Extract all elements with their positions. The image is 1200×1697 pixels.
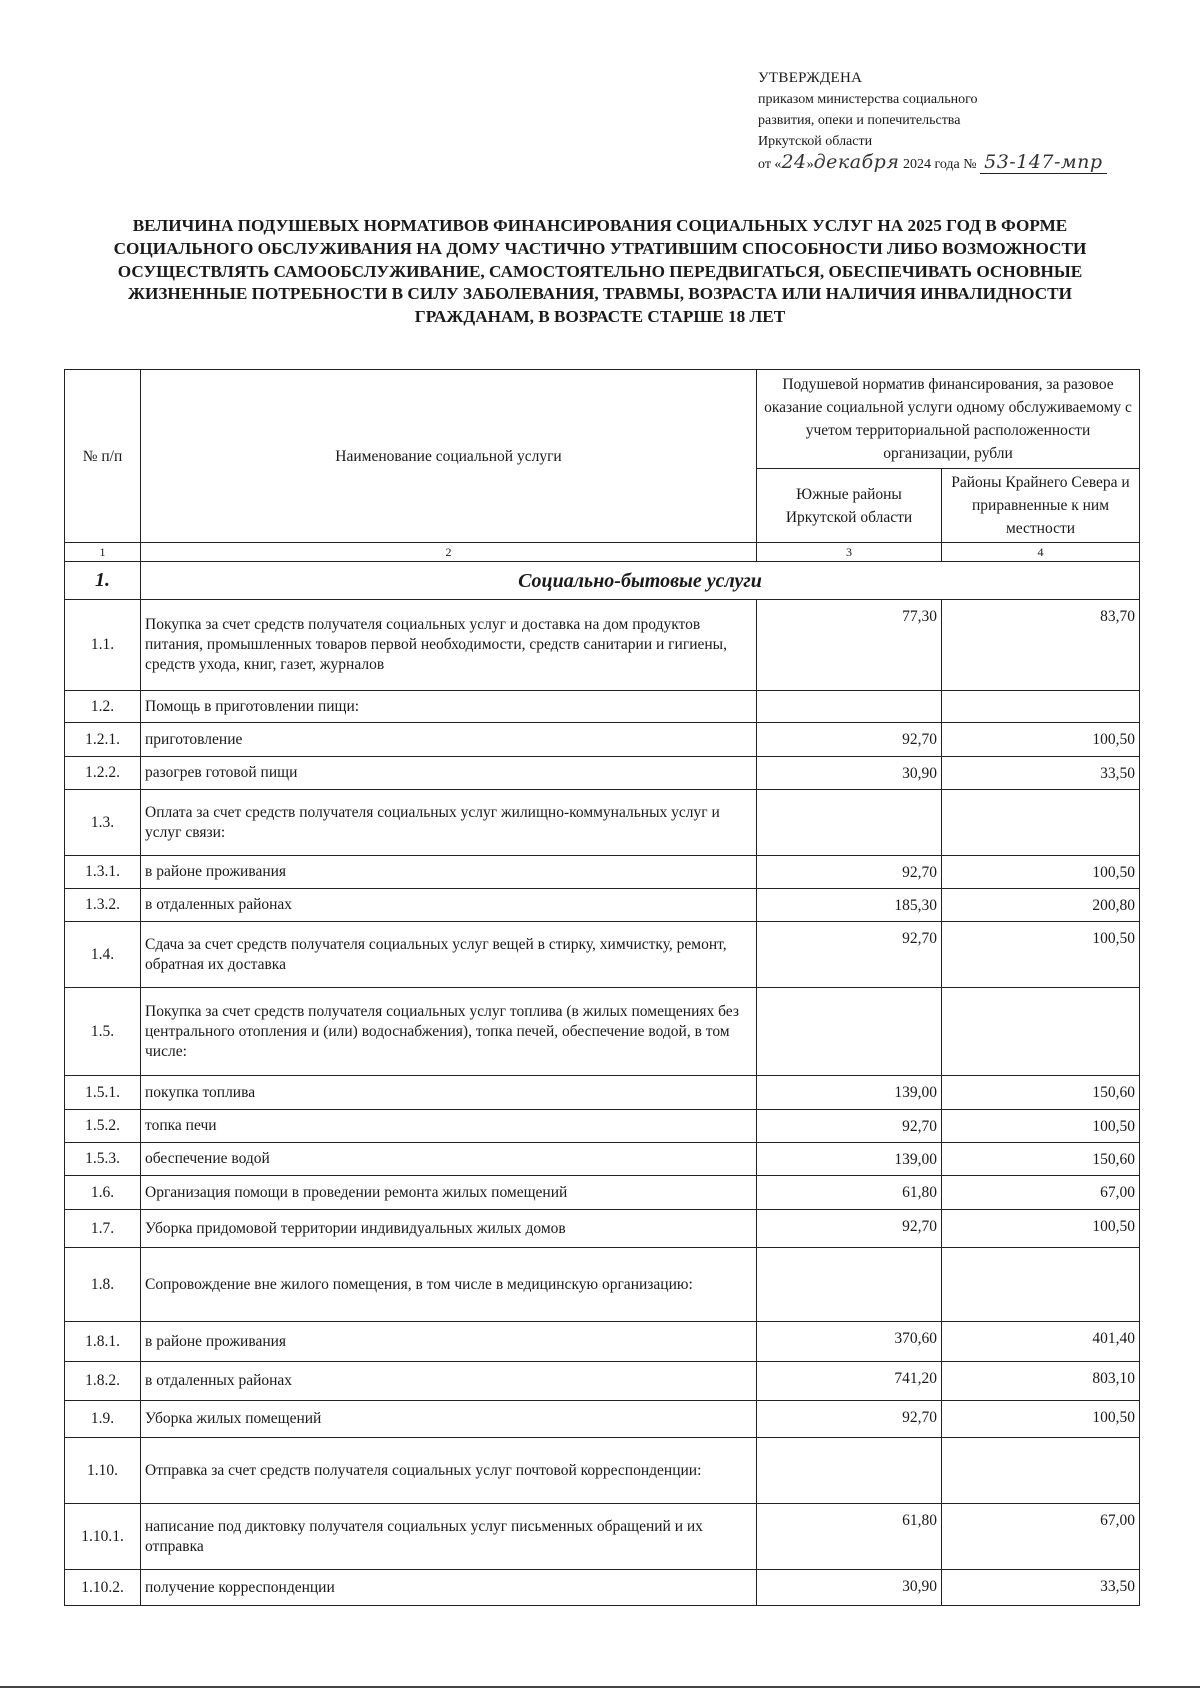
- row-north-value: 200,80: [942, 889, 1140, 922]
- approval-line: развития, опеки и попечительства: [758, 113, 961, 128]
- approval-date-line: [758, 152, 1178, 175]
- section-row: [65, 562, 1140, 600]
- row-north-value: 67,00: [942, 1176, 1140, 1210]
- row-name: Покупка за счет средств получателя социальных услуг и доставка на дом продуктов питания, промышленных товаров первой необходимости, средств санитарии и гигиены, средств ухода, книг, газет, журналов: [141, 600, 757, 691]
- table-row: [65, 600, 1140, 691]
- row-north-value: 150,60: [942, 1076, 1140, 1110]
- row-name: в районе проживания: [141, 1322, 757, 1362]
- page-bottom-rule: [0, 1686, 1200, 1688]
- col-number: 2: [141, 543, 757, 562]
- row-south-value: 30,90: [757, 1570, 942, 1606]
- approval-line: Иркутской области: [758, 134, 873, 149]
- row-name: Покупка за счет средств получателя социальных услуг топлива (в жилых помещениях без центрального отопления и (или) водоснабжения), топка печей, обеспечение водой, в том числе:: [141, 988, 757, 1076]
- table-row: [65, 1362, 1140, 1401]
- col-number: 1: [65, 543, 141, 562]
- row-south-value: 92,70: [757, 1401, 942, 1438]
- table-row: [65, 1570, 1140, 1606]
- row-name: получение корреспонденции: [141, 1570, 757, 1606]
- row-name: Уборка придомовой территории индивидуальных жилых домов: [141, 1210, 757, 1248]
- table-row: [65, 1322, 1140, 1362]
- row-num: 1.2.: [65, 691, 141, 723]
- row-north-value: 33,50: [942, 757, 1140, 790]
- row-south-value: 185,30: [757, 889, 942, 922]
- row-north-value: 100,50: [942, 723, 1140, 757]
- row-num: 1.3.1.: [65, 856, 141, 889]
- row-north-value: 100,50: [942, 1210, 1140, 1248]
- row-name: топка печи: [141, 1110, 757, 1143]
- row-name: приготовление: [141, 723, 757, 757]
- row-south-value: 92,70: [757, 1210, 942, 1248]
- row-north-value: 83,70: [942, 600, 1140, 691]
- row-north-value: 100,50: [942, 856, 1140, 889]
- table-row: [65, 889, 1140, 922]
- row-north-value: 67,00: [942, 1504, 1140, 1570]
- row-name: в районе проживания: [141, 856, 757, 889]
- approval-line: приказом министерства социального: [758, 92, 978, 107]
- table-row: [65, 691, 1140, 723]
- row-num: 1.10.1.: [65, 1504, 141, 1570]
- table-row: [65, 1176, 1140, 1210]
- row-north-value: [942, 1248, 1140, 1322]
- row-north-value: 150,60: [942, 1143, 1140, 1176]
- row-north-value: 100,50: [942, 922, 1140, 988]
- handwritten-order-number: 53-147-мпр: [980, 151, 1106, 174]
- row-num: 1.1.: [65, 600, 141, 691]
- row-num: 1.3.: [65, 790, 141, 856]
- approval-block: [758, 68, 1178, 175]
- row-num: 1.6.: [65, 1176, 141, 1210]
- row-num: 1.8.: [65, 1248, 141, 1322]
- approval-title: УТВЕРЖДЕНА: [758, 70, 863, 86]
- header-norm: Подушевой норматив финансирования, за разовое оказание социальной услуги одному обслуживаемому с учетом территориальной расположенности организации, рубли: [757, 370, 1140, 469]
- table-row: [65, 757, 1140, 790]
- row-south-value: [757, 691, 942, 723]
- row-num: 1.10.: [65, 1438, 141, 1504]
- row-south-value: 92,70: [757, 1110, 942, 1143]
- row-north-value: [942, 691, 1140, 723]
- section-num: 1.: [65, 562, 141, 600]
- row-south-value: [757, 1248, 942, 1322]
- row-south-value: 92,70: [757, 922, 942, 988]
- row-south-value: [757, 1438, 942, 1504]
- row-num: 1.5.: [65, 988, 141, 1076]
- row-name: разогрев готовой пищи: [141, 757, 757, 790]
- row-name: Помощь в приготовлении пищи:: [141, 691, 757, 723]
- row-south-value: 61,80: [757, 1176, 942, 1210]
- row-num: 1.9.: [65, 1401, 141, 1438]
- row-north-value: [942, 1438, 1140, 1504]
- row-south-value: 370,60: [757, 1322, 942, 1362]
- col-number: 4: [942, 543, 1140, 562]
- row-south-value: 139,00: [757, 1143, 942, 1176]
- row-num: 1.2.1.: [65, 723, 141, 757]
- row-north-value: 803,10: [942, 1362, 1140, 1401]
- handwritten-month: декабря: [813, 151, 900, 173]
- table-row: [65, 1438, 1140, 1504]
- row-name: Уборка жилых помещений: [141, 1401, 757, 1438]
- row-num: 1.3.2.: [65, 889, 141, 922]
- table-row: [65, 922, 1140, 988]
- row-name: Организация помощи в проведении ремонта жилых помещений: [141, 1176, 757, 1210]
- row-south-value: [757, 790, 942, 856]
- row-north-value: 33,50: [942, 1570, 1140, 1606]
- table-row: [65, 1504, 1140, 1570]
- row-name: в отдаленных районах: [141, 889, 757, 922]
- table-row: [65, 1110, 1140, 1143]
- row-name: покупка топлива: [141, 1076, 757, 1110]
- row-north-value: [942, 790, 1140, 856]
- handwritten-day: 24: [781, 151, 807, 173]
- row-name: в отдаленных районах: [141, 1362, 757, 1401]
- table-row: [65, 988, 1140, 1076]
- row-south-value: 741,20: [757, 1362, 942, 1401]
- table-row: [65, 723, 1140, 757]
- date-mid: »: [806, 157, 814, 172]
- row-north-value: [942, 988, 1140, 1076]
- row-num: 1.5.2.: [65, 1110, 141, 1143]
- row-name: Отправка за счет средств получателя социальных услуг почтовой корреспонденции:: [141, 1438, 757, 1504]
- table-row: [65, 1076, 1140, 1110]
- row-south-value: 61,80: [757, 1504, 942, 1570]
- row-south-value: 92,70: [757, 723, 942, 757]
- row-south-value: [757, 988, 942, 1076]
- row-num: 1.5.3.: [65, 1143, 141, 1176]
- date-year: 2024 года №: [902, 157, 977, 172]
- header-north: Районы Крайнего Севера и приравненные к ним местности: [942, 469, 1140, 543]
- table-row: [65, 856, 1140, 889]
- row-north-value: 100,50: [942, 1401, 1140, 1438]
- table-row: [65, 1401, 1140, 1438]
- table-row: [65, 1210, 1140, 1248]
- row-num: 1.5.1.: [65, 1076, 141, 1110]
- row-num: 1.8.2.: [65, 1362, 141, 1401]
- row-south-value: 139,00: [757, 1076, 942, 1110]
- row-south-value: 92,70: [757, 856, 942, 889]
- norms-table: [64, 369, 1140, 1606]
- row-num: 1.4.: [65, 922, 141, 988]
- row-south-value: 30,90: [757, 757, 942, 790]
- row-name: написание под диктовку получателя социальных услуг письменных обращений и их отправка: [141, 1504, 757, 1570]
- row-name: обеспечение водой: [141, 1143, 757, 1176]
- row-num: 1.7.: [65, 1210, 141, 1248]
- row-south-value: 77,30: [757, 600, 942, 691]
- header-name: Наименование социальной услуги: [141, 370, 757, 543]
- row-name: Оплата за счет средств получателя социальных услуг жилищно-коммунальных услуг и услуг связи:: [141, 790, 757, 856]
- col-number: 3: [757, 543, 942, 562]
- row-name: Сопровождение вне жилого помещения, в том числе в медицинскую организацию:: [141, 1248, 757, 1322]
- date-prefix: от «: [758, 157, 782, 172]
- table-row: [65, 1248, 1140, 1322]
- row-name: Сдача за счет средств получателя социальных услуг вещей в стирку, химчистку, ремонт, обратная их доставка: [141, 922, 757, 988]
- document-title: ВЕЛИЧИНА ПОДУШЕВЫХ НОРМАТИВОВ ФИНАНСИРОВАНИЯ СОЦИАЛЬНЫХ УСЛУГ НА 2025 ГОД В ФОРМЕ СОЦИАЛЬНОГО ОБСЛУЖИВАНИЯ НА ДОМУ ЧАСТИЧНО УТРАТИВШИМ СПОСОБНОСТИ ЛИБО ВОЗМОЖНОСТИ ОСУЩЕСТВЛЯТЬ САМООБСЛУЖИВАНИЕ, САМОСТОЯТЕЛЬНО ПЕРЕДВИГАТЬСЯ, ОБЕСПЕЧИВАТЬ ОСНОВНЫЕ ЖИЗНЕННЫЕ ПОТРЕБНОСТИ В СИЛУ ЗАБОЛЕВАНИЯ, ТРАВМЫ, ВОЗРАСТА ИЛИ НАЛИЧИЯ ИНВАЛИДНОСТИ ГРАЖДАНАМ, В ВОЗРАСТЕ СТАРШЕ 18 ЛЕТ: [113, 216, 1087, 327]
- table-row: [65, 790, 1140, 856]
- row-num: 1.10.2.: [65, 1570, 141, 1606]
- section-name: Социально-бытовые услуги: [141, 562, 1140, 600]
- header-south: Южные районы Иркутской области: [757, 469, 942, 543]
- row-num: 1.2.2.: [65, 757, 141, 790]
- row-north-value: 401,40: [942, 1322, 1140, 1362]
- row-num: 1.8.1.: [65, 1322, 141, 1362]
- row-north-value: 100,50: [942, 1110, 1140, 1143]
- table-row: [65, 1143, 1140, 1176]
- header-num: № п/п: [65, 370, 141, 543]
